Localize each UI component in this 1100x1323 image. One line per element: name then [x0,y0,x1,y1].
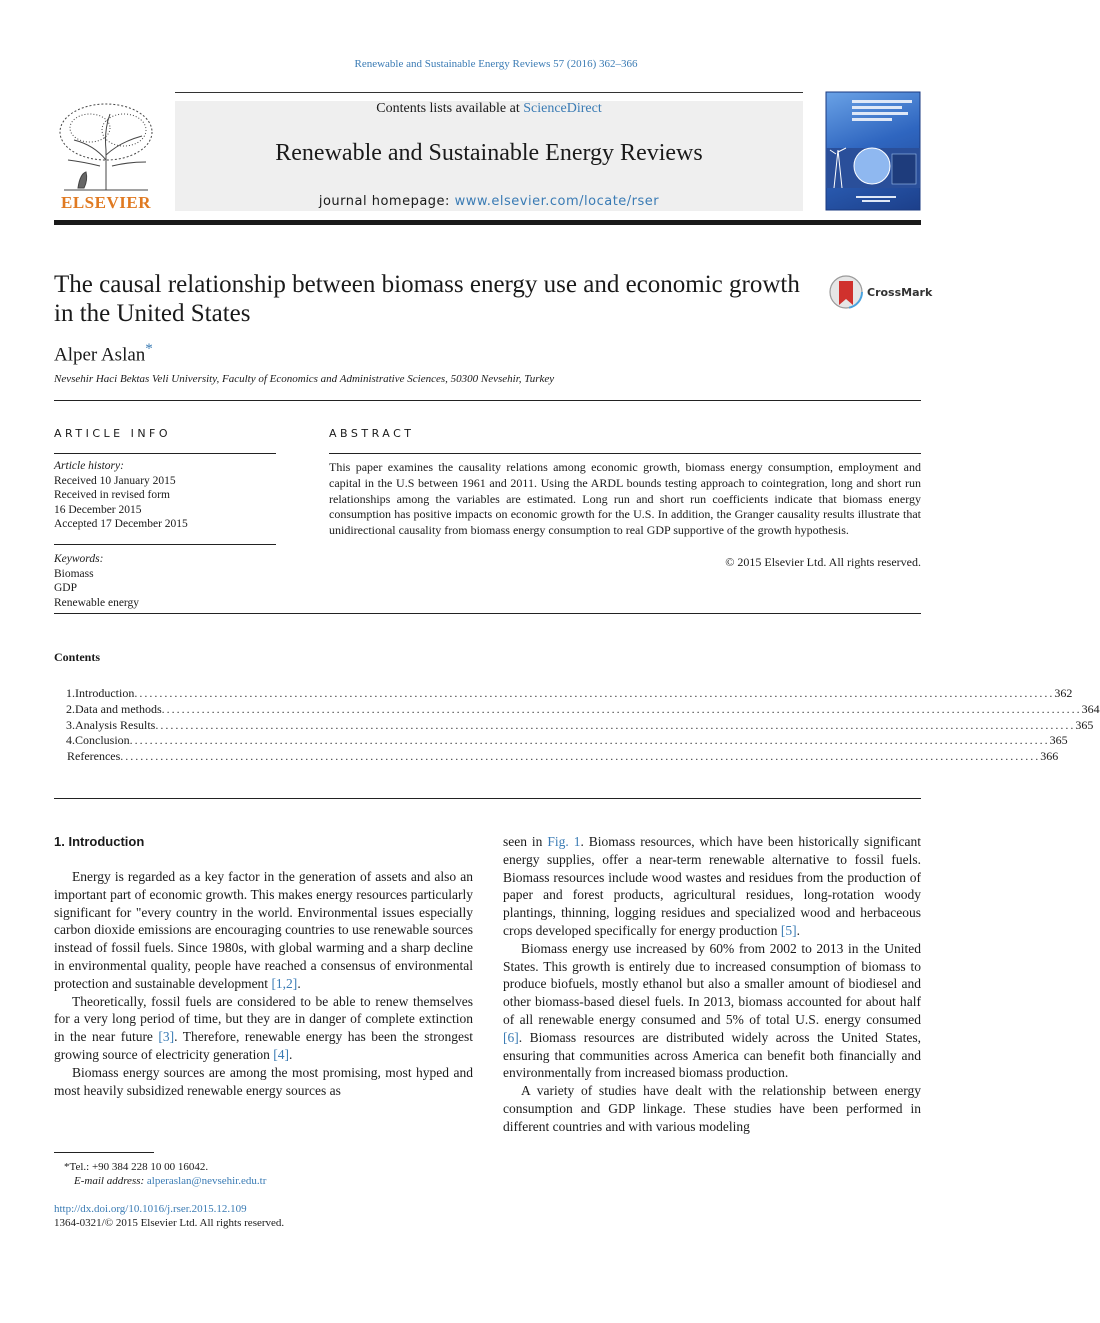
footnote-email [74,1174,266,1188]
toc-page: 365 [1049,733,1068,747]
toc-label[interactable]: Analysis Results [75,718,156,732]
header-thick-rule [54,220,921,225]
body-right-column [503,833,921,1136]
paragraph [503,940,921,1082]
reference-link[interactable]: [3] [158,1029,175,1045]
toc-page: 366 [1040,749,1059,763]
footnote-mark: * [64,1161,70,1173]
toc-label[interactable]: Data and methods [75,702,162,716]
reference-link[interactable]: [5] [780,922,797,938]
crossmark-icon [828,274,864,310]
contents-heading: Contents [54,650,101,664]
toc-entry[interactable] [54,749,1059,765]
toc-label[interactable]: Introduction [75,686,135,700]
reference-link[interactable]: [1,2] [271,975,298,991]
keyword: GDP [54,582,78,594]
keyword: Renewable energy [54,596,140,609]
footnote-tel-text: Tel.: +90 384 228 10 00 16042. [69,1161,209,1173]
toc-page: 362 [1054,686,1073,700]
reference-link[interactable]: [6] [503,1029,519,1045]
paragraph-text: . Biomass resources are distributed widely across the United States, ensuring that communities across America can benefit both financially and environmentally from increased biomass production. [503,1029,921,1081]
doi-link[interactable]: http://dx.doi.org/10.1016/j.rser.2015.12.109 [54,1203,247,1215]
paragraph-text: seen in [503,834,548,849]
paragraph-text: . Biomass resources, which have been historically significant energy supplies, offer a near-term renewable alternative to fossil fuels. Biomass resources include wood wastes and residues from the production of paper and forest products, agricultural residues, long-rotation woody plantings, thinning, logging residues and specialized wood and herbaceous crops developed specifically for energy production [503,834,921,938]
paragraph-text: . [289,1046,293,1062]
journal-citation[interactable]: Renewable and Sustainable Energy Reviews 57 (2016) 362–366 [354,58,638,70]
title-rule [54,400,921,401]
contents-prefix: Contents lists available at [376,101,524,116]
abstract-heading: ABSTRACT [329,427,415,440]
issn-line: 1364-0321/© 2015 Elsevier Ltd. All rights reserved. [54,1217,285,1229]
toc-number: 1. [66,686,75,700]
history-line: Received 10 January 2015 [54,474,176,487]
paragraph-text: . Therefore, renewable energy has been the strongest growing source of electricity generation [54,1029,473,1062]
publisher-name: ELSEVIER [61,193,151,212]
contents-bottom-rule [54,798,921,799]
toc-number: 2. [66,702,75,716]
toc-number: 3. [66,718,75,732]
toc-leader: ........................................................................................................................................................................................ [134,686,1055,700]
paragraph-text: . [796,922,801,938]
toc-leader: ........................................................................................................................................................................................ [155,718,1076,732]
paragraph-text: Biomass energy use increased by 60% from 2002 to 2013 in the United States. This growth is entirely due to increased consumption of biomass to produce biofuels, mostly ethanol but also a smaller amount of biodiesel and other biomass-based diesel fuels. In 2013, biomass accounted for about half of all renewable energy consumed and 5% of total U.S. energy consumed [503,940,921,1027]
footnote-rule [54,1152,154,1153]
author-line [54,341,153,366]
toc-leader: ........................................................................................................................................................................................ [120,749,1041,763]
paragraph [54,993,473,1064]
contents-available [175,101,803,117]
history-label: Article history: [54,460,124,472]
journal-homepage [175,194,803,209]
email-link[interactable]: alperaslan@nevsehir.edu.tr [146,1175,267,1187]
toc-entry[interactable] [54,733,1068,749]
author-footnote-mark[interactable]: * [145,341,153,357]
article-title: The causal relationship between biomass energy use and economic growth in the United States [54,271,800,327]
toc-entry[interactable] [54,718,1094,734]
toc-page: 365 [1075,718,1094,732]
toc-label[interactable]: References [67,749,121,763]
history-line: 16 December 2015 [54,503,142,516]
abstract-rule [329,453,921,454]
toc-entry[interactable] [54,702,1100,718]
email-label: E-mail address: [74,1175,147,1187]
paragraph [54,868,473,993]
article-info-rule [54,453,276,454]
paragraph-text: A variety of studies have dealt with the relationship between energy consumption and GDP linkage. These studies have been performed in different countries and with various modeling [503,1083,921,1134]
keywords [54,552,276,610]
article-history [54,459,276,532]
section-heading-introduction: 1. Introduction [54,834,145,849]
paragraph [54,1064,473,1100]
author-affiliation: Nevsehir Haci Bektas Veli University, Faculty of Economics and Administrative Sciences, 50300 Nevsehir, Turkey [54,373,555,385]
abstract-bottom-rule [54,613,921,614]
history-line: Accepted 17 December 2015 [54,518,188,530]
paragraph-text: Biomass energy sources are among the most promising, most hyped and most heavily subsidized renewable energy sources as [54,1064,473,1098]
figure-link[interactable]: Fig. 1 [547,834,581,849]
body-left-column [54,868,473,1099]
toc-leader: ........................................................................................................................................................................................ [129,733,1050,747]
paragraph [503,833,921,940]
homepage-link[interactable]: www.elsevier.com/locate/rser [454,194,660,209]
article-info-heading: ARTICLE INFO [54,427,172,440]
abstract-copyright: © 2015 Elsevier Ltd. All rights reserved. [725,555,921,569]
reference-link[interactable]: [4] [273,1046,290,1062]
history-line: Received in revised form [54,489,170,501]
paragraph-text: . [297,975,301,991]
journal-title: Renewable and Sustainable Energy Reviews [275,140,703,166]
sciencedirect-link[interactable]: ScienceDirect [523,101,602,116]
toc-label[interactable]: Conclusion [75,733,130,747]
keywords-rule [54,544,276,545]
journal-cover-image [826,92,920,210]
paragraph-text: Energy is regarded as a key factor in the generation of assets and also an important part of economic growth. This makes energy resources particularly significant for "every country in the world. Environmental issues especially carbon dioxide emissions are encouraging countries to use renewable sources instead of fossil fuels. Since 1980s, with global warming and a sharp decline in environmental quality, people have reached a consensus of environmental protection and sustainable development [54,869,473,991]
abstract-text: This paper examines the causality relations among economic growth, biomass energy consumption, employment and capital in the U.S between 1961 and 2011. Using the ARDL bounds testing approach to cointegration, long and short run relationships among the variables are estimated. Long run and short run coefficients indicate that biomass energy consumption has positive impacts on economic growth for the U.S. In addition, the Granger causality results illustrate that unidirectional causality from biomass energy consumption to real GDP supportive of the growth hypothesis. [329,460,921,538]
keyword: Biomass [54,567,94,580]
crossmark-label: CrossMark [867,286,933,299]
paragraph-text: Theoretically, fossil fuels are considered to be able to renew themselves for a very long period of time, but they are in danger of complete extinction in the near future [54,993,473,1045]
paragraph [503,1082,921,1135]
homepage-prefix: journal homepage: [318,194,455,209]
footnote-tel [64,1160,208,1174]
banner-top-rule [175,92,803,93]
keywords-label: Keywords: [54,553,104,565]
toc-leader: ........................................................................................................................................................................................ [161,702,1082,716]
author-name: Alper Aslan [54,344,146,366]
toc-entry[interactable] [54,686,1073,702]
toc-page: 364 [1081,702,1100,716]
toc-number: 4. [66,733,75,747]
